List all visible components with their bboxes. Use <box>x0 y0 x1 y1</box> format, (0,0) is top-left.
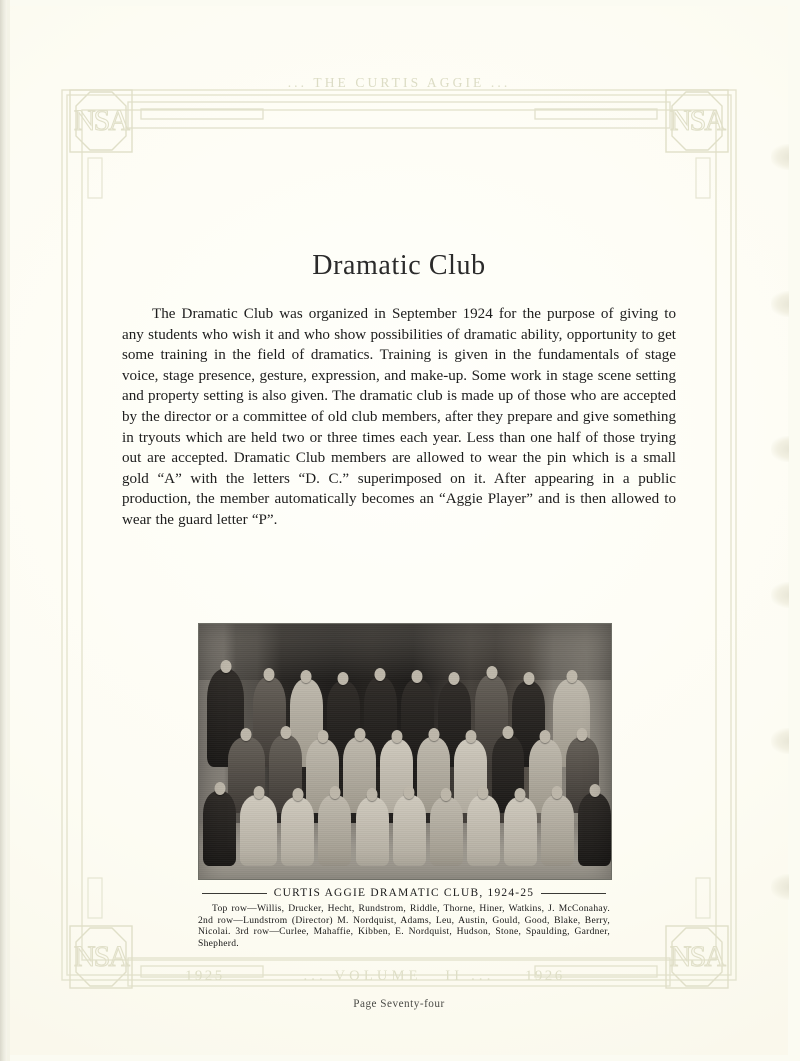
page-title: Dramatic Club <box>312 250 486 281</box>
group-photograph <box>198 623 612 880</box>
article-body-paragraph: The Dramatic Club was organized in September 1924 for the purpose of giving to any students who wish it and who show possibilities of dramatic ability, opportunity to get some training in the field of dramatics. Training is given in the fundamentals of stage voice, stage presence, gesture, expression, and make-up. Some work in stage scene setting and property setting is also given. The dramatic club is made up of those who are accepted by the director or a committee of old club members, after they prepare and give something in tryouts which are held two or three times each year. Less than one half of those trying out are accepted. Dramatic Club members are allowed to wear the pin which is a small gold “A” with the letters “D. C.” superimposed on it. After appearing in a public production, the member automatically becomes an “Aggie Player” and is then allowed to wear the guard letter “P”. <box>122 306 676 528</box>
footer-year-left: 1925 <box>185 968 225 984</box>
binding-punch-hole <box>771 291 789 317</box>
binding-punch-hole <box>771 728 789 754</box>
photo-vignette <box>199 624 611 879</box>
binding-punch-hole <box>771 582 789 608</box>
binding-punch-hole <box>771 144 789 170</box>
photograph-block <box>198 623 610 949</box>
yearbook-page <box>10 6 788 1055</box>
article-content <box>120 124 678 531</box>
page-number: Page Seventy-four <box>353 998 445 1010</box>
photo-caption-title: CURTIS AGGIE DRAMATIC CLUB, 1924-25 <box>273 887 535 899</box>
binding-punch-hole <box>771 874 789 900</box>
svg-text:NSA: NSA <box>73 940 129 973</box>
photo-caption-names: Top row—Willis, Drucker, Hecht, Rundstrom, Riddle, Thorne, Hiner, Watkins, J. McConahay. 2nd row—Lundstrom (Director) M. Nordquist, Adams, Leu, Austin, Gould, Good, Blake, Berry, Nicolai. 3rd row—Curlee, Mahaffie, Kibben, E. Nordquist, Hudson, Stone, Spaulding, Gardner, Shepherd. <box>198 903 610 949</box>
scan-left-edge-shadow <box>0 0 7 1061</box>
binding-punch-hole <box>771 436 789 462</box>
svg-text:NSA: NSA <box>669 104 725 137</box>
svg-text:NSA: NSA <box>73 104 129 137</box>
caption-title-row <box>198 887 610 899</box>
caption-rule-right <box>541 893 606 894</box>
running-head: ... THE CURTIS AGGIE ... <box>287 75 511 90</box>
footer-year-right: 1926 <box>525 968 565 984</box>
svg-text:NSA: NSA <box>669 940 725 973</box>
caption-rule-left <box>202 893 267 894</box>
footer-volume-label: ... VOLUME II ... <box>303 968 495 984</box>
